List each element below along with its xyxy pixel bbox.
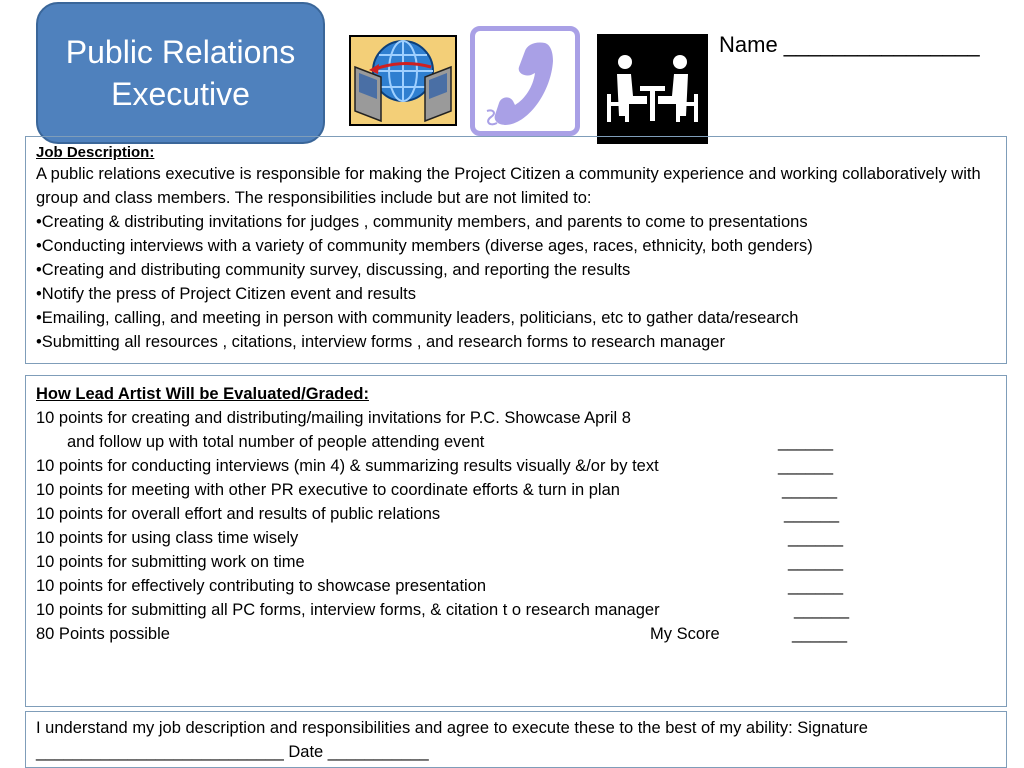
evaluation-row-text: 10 points for conducting interviews (min 4) & summarizing results visually &/or by text — [36, 457, 659, 475]
evaluation-row-text: 10 points for meeting with other PR executive to coordinate efforts & turn in plan — [36, 481, 620, 499]
responsibility-item: •Notify the press of Project Citizen event and results — [36, 285, 416, 303]
evaluation-row — [36, 430, 996, 454]
signature-panel — [25, 711, 1007, 768]
evaluation-row-text: 10 points for using class time wisely — [36, 529, 299, 547]
evaluation-row-text: and follow up with total number of people attending event — [67, 433, 485, 451]
signature-date-line[interactable]: ___________________________ Date ___________ — [36, 743, 429, 761]
evaluation-row-text: 10 points for submitting work on time — [36, 553, 305, 571]
evaluation-row — [36, 598, 996, 622]
telephone-icon — [470, 26, 580, 136]
evaluation-row — [36, 454, 996, 478]
responsibility-item: •Creating & distributing invitations for judges , community members, and parents to come to presentations — [36, 213, 808, 231]
responsibility-item: •Submitting all resources , citations, interview forms , and research forms to research manager — [36, 333, 725, 351]
score-blank[interactable]: ______ — [782, 481, 838, 499]
evaluation-total-row — [36, 622, 996, 646]
title-line-2: Executive — [111, 76, 250, 112]
evaluation-row — [36, 478, 996, 502]
job-description-intro: A public relations executive is responsible for making the Project Citizen a community experience and working collaboratively with group and class members. The responsibilities include but are not limited to: — [36, 165, 981, 207]
responsibility-item: •Conducting interviews with a variety of community members (diverse ages, races, ethnicity, both genders) — [36, 237, 813, 255]
evaluation-row — [36, 550, 996, 574]
score-blank[interactable]: ______ — [784, 505, 840, 523]
computers-globe-icon — [349, 35, 457, 126]
points-possible-text: 80 Points possible — [36, 625, 170, 643]
job-description-panel — [25, 136, 1007, 364]
score-blank[interactable]: ______ — [788, 553, 844, 571]
score-blank[interactable]: ______ — [778, 457, 834, 475]
responsibility-item: •Creating and distributing community survey, discussing, and reporting the results — [36, 261, 631, 279]
title-box — [36, 2, 325, 144]
agreement-text: I understand my job description and responsibilities and agree to execute these to the best of my ability: Signature — [36, 719, 868, 737]
evaluation-heading: How Lead Artist Will be Evaluated/Graded: — [36, 385, 369, 403]
evaluation-panel — [25, 375, 1007, 707]
evaluation-row-text: 10 points for submitting all PC forms, interview forms, & citation t o research manager — [36, 601, 660, 619]
evaluation-line: 10 points for creating and distributing/mailing invitations for P.C. Showcase April 8 — [36, 409, 631, 427]
title-line-1: Public Relations — [65, 34, 296, 70]
my-score-label: My Score — [650, 625, 720, 643]
evaluation-row — [36, 574, 996, 598]
score-blank[interactable]: ______ — [778, 433, 834, 451]
evaluation-row — [36, 502, 996, 526]
interview-icon — [597, 34, 708, 144]
page-title — [66, 31, 295, 115]
evaluation-row — [36, 526, 996, 550]
score-blank[interactable]: ______ — [788, 529, 844, 547]
name-field[interactable]: Name ________________ — [719, 32, 980, 57]
evaluation-row-text: 10 points for overall effort and results of public relations — [36, 505, 441, 523]
responsibility-item: •Emailing, calling, and meeting in person with community leaders, politicians, etc to gather data/research — [36, 309, 799, 327]
score-blank[interactable]: ______ — [788, 577, 844, 595]
evaluation-row-text: 10 points for effectively contributing to showcase presentation — [36, 577, 487, 595]
my-score-blank[interactable]: ______ — [792, 625, 848, 643]
score-blank[interactable]: ______ — [794, 601, 850, 619]
job-description-heading: Job Description: — [36, 144, 155, 161]
